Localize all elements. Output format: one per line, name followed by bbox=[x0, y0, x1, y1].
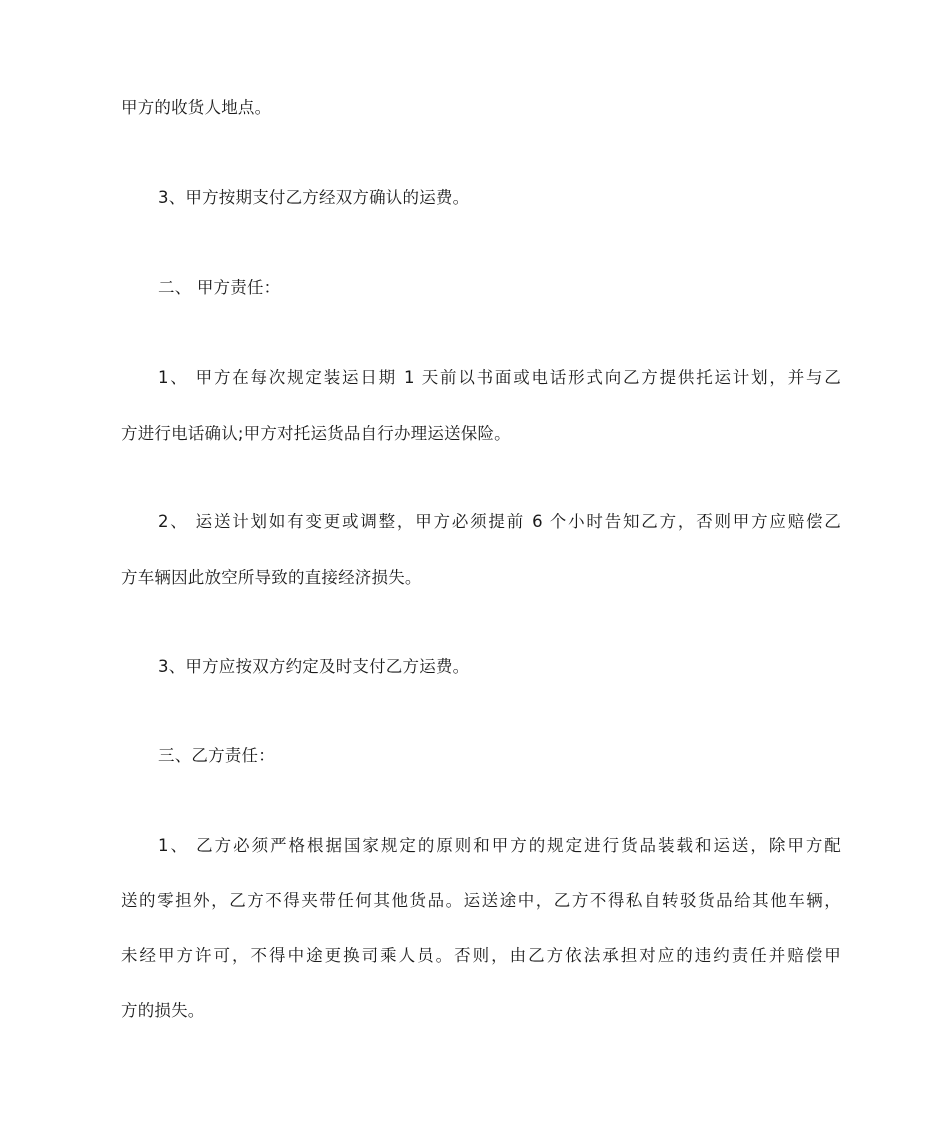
clause-party-a-payment: 3、甲方按期支付乙方经双方确认的运费。 bbox=[158, 188, 470, 207]
clause-2-line-1: 2、 运送计划如有变更或调整，甲方必须提前 6 个小时告知乙方，否则甲方应赔偿乙 bbox=[158, 512, 841, 531]
text-line-consignee-location: 甲方的收货人地点。 bbox=[121, 98, 272, 117]
clause-b1-line-3: 未经甲方许可，不得中途更换司乘人员。否则，由乙方依法承担对应的违约责任并赔偿甲 bbox=[121, 946, 841, 965]
clause-1-line-1: 1、 甲方在每次规定装运日期 1 天前以书面或电话形式向乙方提供托运计划，并与乙 bbox=[158, 368, 841, 387]
clause-b1-line-2: 送的零担外，乙方不得夹带任何其他货品。运送途中，乙方不得私自转驳货品给其他车辆， bbox=[121, 891, 841, 910]
clause-1-line-2: 方进行电话确认;甲方对托运货品自行办理运送保险。 bbox=[121, 424, 511, 443]
clause-b1-line-4: 方的损失。 bbox=[121, 1001, 205, 1020]
section-heading-party-b-duties: 三、乙方责任： bbox=[158, 746, 275, 765]
clause-b1-line-1: 1、 乙方必须严格根据国家规定的原则和甲方的规定进行货品装载和运送，除甲方配 bbox=[158, 836, 841, 855]
clause-3-party-a-freight: 3、甲方应按双方约定及时支付乙方运费。 bbox=[158, 657, 470, 676]
clause-2-line-2: 方车辆因此放空所导致的直接经济损失。 bbox=[121, 568, 422, 587]
section-heading-party-a-duties: 二、 甲方责任： bbox=[158, 278, 281, 297]
